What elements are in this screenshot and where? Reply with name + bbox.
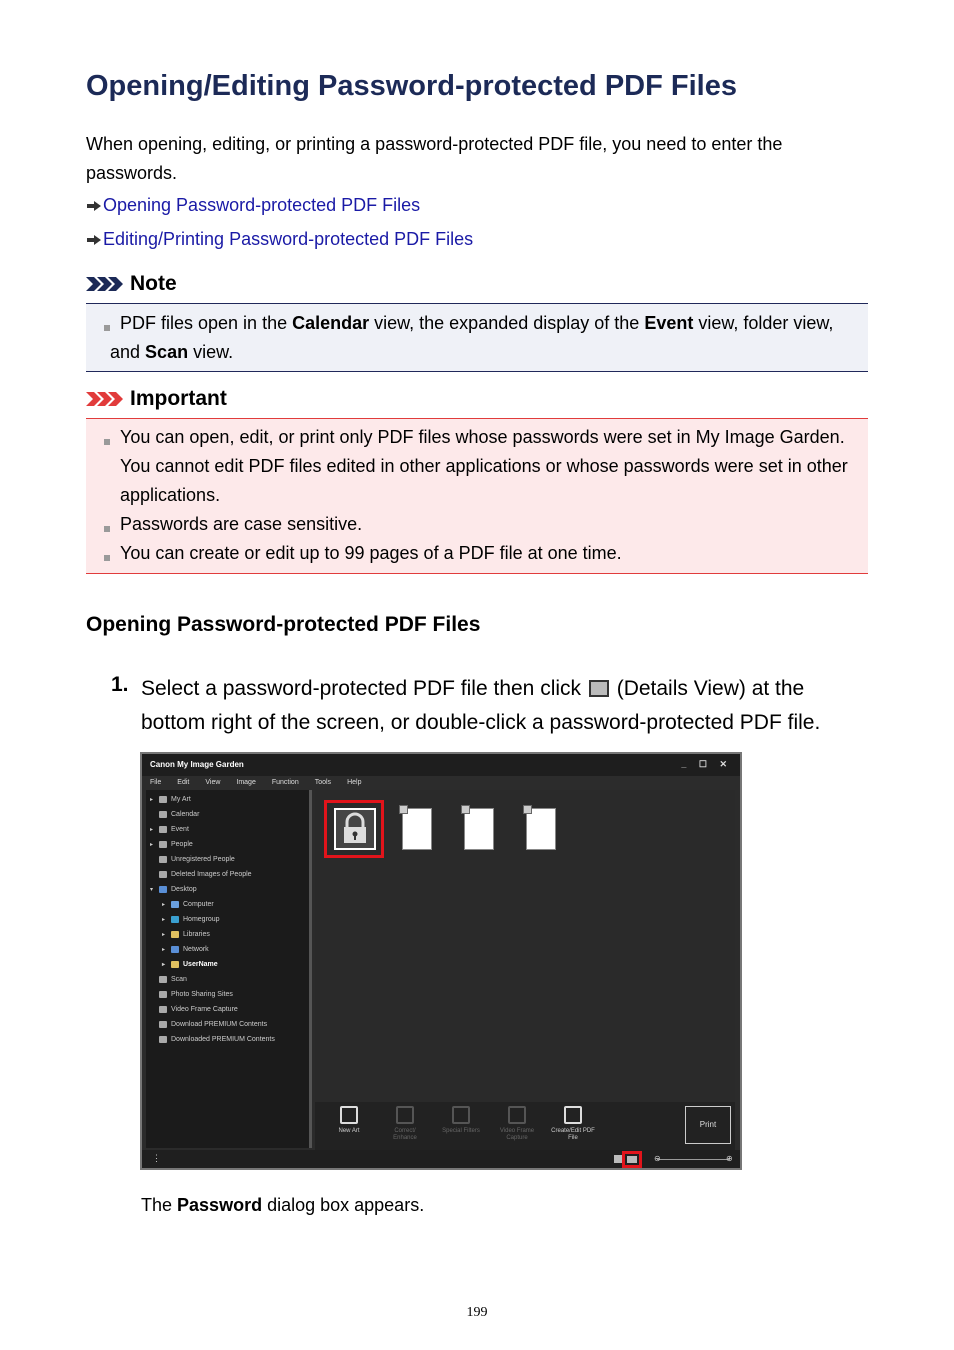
intro-paragraph: When opening, editing, or printing a password-protected PDF file, you need to enter the passwords. <box>86 134 783 183</box>
tree-people[interactable]: ▸ People <box>150 841 193 848</box>
pdf-thumbnail[interactable] <box>464 808 494 850</box>
zoom-in-icon[interactable]: ⊕ <box>726 1154 733 1163</box>
tree-computer[interactable]: ▸ Computer <box>162 901 214 908</box>
tree-downloaded-premium[interactable]: Downloaded PREMIUM Contents <box>150 1036 275 1043</box>
print-button[interactable]: Print <box>685 1106 731 1144</box>
important-box <box>86 418 868 574</box>
pdf-thumbnail[interactable] <box>402 808 432 850</box>
lock-icon <box>336 810 374 848</box>
menu-tools[interactable]: Tools <box>314 779 332 786</box>
correct-enhance-button[interactable]: Correct/ Enhance <box>383 1106 427 1142</box>
tree-username[interactable]: ▸ UserName <box>162 961 218 968</box>
tree-photo-sharing[interactable]: Photo Sharing Sites <box>150 991 233 998</box>
link-opening-label: Opening Password-protected PDF Files <box>103 195 421 215</box>
menu-view[interactable]: View <box>205 779 221 786</box>
after-step-text: The Password dialog box appears. <box>141 1195 425 1215</box>
zoom-out-icon[interactable]: ⊖ <box>654 1154 661 1163</box>
create-edit-pdf-button[interactable]: Create/Edit PDF File <box>551 1106 595 1142</box>
tree-event[interactable]: ▸ Event <box>150 826 189 833</box>
thumbnail-view-icon[interactable] <box>614 1155 622 1163</box>
page-title: Opening/Editing Password-protected PDF Files <box>86 70 737 102</box>
tree-desktop[interactable]: ▾ Desktop <box>150 886 197 893</box>
tree-libraries[interactable]: ▸ Libraries <box>162 931 210 938</box>
note-chevrons-icon <box>86 275 126 293</box>
menu-file[interactable]: File <box>150 779 162 786</box>
menu-function[interactable]: Function <box>271 779 299 786</box>
note-heading <box>86 272 177 296</box>
menu-image[interactable]: Image <box>236 779 256 786</box>
important-item: Passwords are case sensitive. <box>86 510 868 539</box>
app-statusbar <box>142 1150 740 1170</box>
details-view-icon <box>589 680 609 697</box>
tree-scan[interactable]: Scan <box>150 976 187 983</box>
menu-help[interactable]: Help <box>347 779 362 786</box>
app-menubar <box>142 776 740 790</box>
important-item: You can open, edit, or print only PDF files whose passwords were set in My Image Garden. You cannot edit PDF files edited in other applications or whose passwords were set in other applications. <box>86 423 868 510</box>
tree-download-premium[interactable]: Download PREMIUM Contents <box>150 1021 267 1028</box>
note-heading-label: Note <box>130 272 177 295</box>
step-number: 1. <box>111 673 129 696</box>
important-heading <box>86 387 227 411</box>
tree-my-art[interactable]: ▸ My Art <box>150 796 191 803</box>
menu-edit[interactable]: Edit <box>177 779 190 786</box>
step-text: Select a password-protected PDF file then click (Details View) at the bottom right of the screen, or double-click a password-protected PDF file. <box>141 677 821 734</box>
arrow-right-icon <box>86 234 102 246</box>
tree-homegroup[interactable]: ▸ Homegroup <box>162 916 220 923</box>
tree-deleted-images[interactable]: Deleted Images of People <box>150 871 252 878</box>
tree-unregistered-people[interactable]: Unregistered People <box>150 856 235 863</box>
locked-pdf-thumbnail[interactable] <box>324 800 384 858</box>
important-chevrons-icon <box>86 390 126 408</box>
page-number: 199 <box>466 1305 488 1320</box>
video-frame-capture-button[interactable]: Video Frame Capture <box>495 1106 539 1142</box>
link-editing-label: Editing/Printing Password-protected PDF Files <box>103 229 474 249</box>
special-filters-button[interactable]: Special Filters <box>439 1106 483 1135</box>
section-title: Opening Password-protected PDF Files <box>86 613 481 636</box>
link-editing[interactable] <box>86 229 473 250</box>
important-heading-label: Important <box>130 387 227 410</box>
pdf-thumbnail[interactable] <box>526 808 556 850</box>
tree-network[interactable]: ▸ Network <box>162 946 209 953</box>
zoom-slider[interactable] <box>657 1159 729 1160</box>
settings-dots-icon[interactable]: ⋮ <box>152 1153 161 1163</box>
app-sidebar <box>146 790 312 1148</box>
tree-calendar[interactable]: Calendar <box>150 811 199 818</box>
note-box <box>86 303 868 372</box>
tree-video-frame-capture[interactable]: Video Frame Capture <box>150 1006 238 1013</box>
window-controls-icon: _ ☐ ✕ <box>681 759 732 769</box>
details-view-button-highlight[interactable] <box>622 1151 642 1168</box>
app-screenshot <box>140 752 742 1170</box>
link-opening[interactable] <box>86 195 420 216</box>
app-titlebar: Canon My Image Garden _ ☐ ✕ <box>142 754 740 776</box>
important-item: You can create or edit up to 99 pages of a PDF file at one time. <box>86 539 868 568</box>
note-item: PDF files open in the Calendar view, the expanded display of the Event view, folder view, and Scan view. <box>86 309 868 367</box>
arrow-right-icon <box>86 200 102 212</box>
app-toolbar <box>315 1102 735 1150</box>
new-art-button[interactable]: New Art <box>327 1106 371 1135</box>
